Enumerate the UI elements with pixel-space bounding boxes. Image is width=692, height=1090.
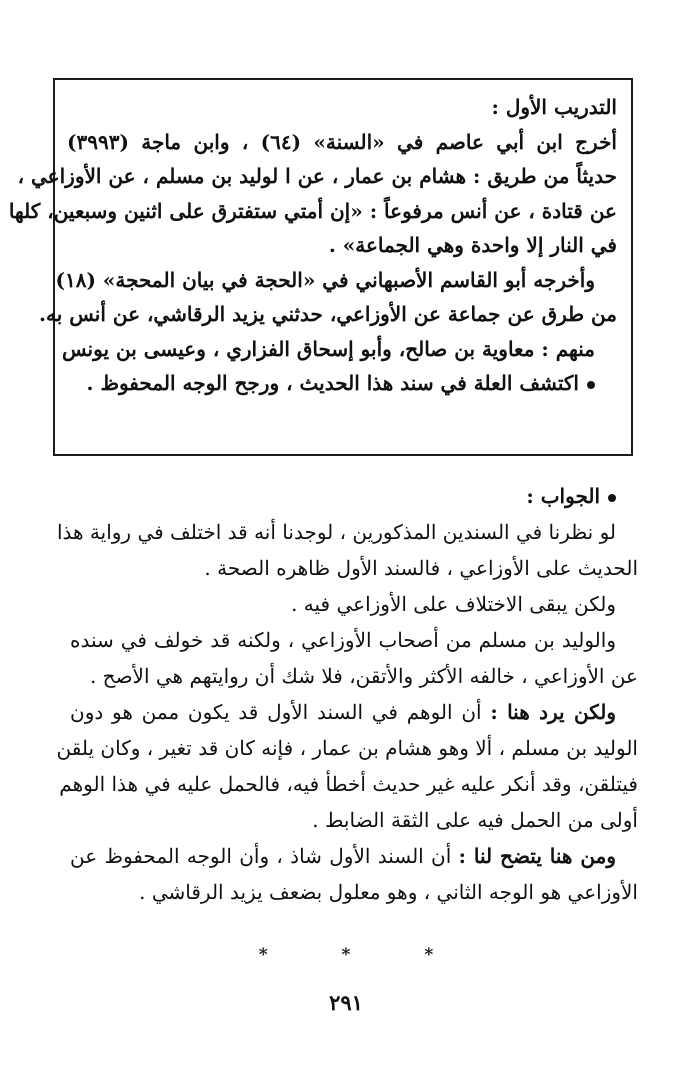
exercise-line: منهم : معاوية بن صالح، وأبو إسحاق الفزاري ، وعيسى بن يونس: [62, 336, 595, 361]
answer-para2-first: أن الوهم في السند الأول قد يكون ممن هو دون: [70, 700, 482, 724]
answer-line: فيتلقن، وقد أنكر عليه غير حديث أخطأ فيه، فالحمل عليه في هذا الوهم: [59, 772, 638, 796]
answer-line: الأوزاعي هو الوجه الثاني ، وهو معلول بضعف يزيد الرقاشي .: [139, 880, 638, 904]
exercise-line: حديثاً من طريق : هشام بن عمار ، عن ا لوليد بن مسلم ، عن الأوزاعي ،: [17, 164, 617, 188]
answer-heading: الجواب :: [526, 484, 600, 508]
answer-para2-first-line: [70, 694, 638, 730]
answer-para3-first-line: [70, 838, 638, 874]
answer-line: والوليد بن مسلم من أصحاب الأوزاعي ، ولكنه قد خولف في سنده: [70, 628, 616, 652]
page-number: ٢٩١: [329, 990, 363, 1015]
exercise-line: أخرج ابن أبي عاصم في «السنة» (٦٤) ، وابن ماجة (٣٩٩٣): [67, 129, 617, 154]
exercise-title: التدريب الأول :: [491, 95, 617, 119]
answer-line: عن الأوزاعي ، خالفه الأكثر والأتقن، فلا شك أن روايتهم هي الأصح .: [89, 664, 638, 688]
exercise-task-text: اكتشف العلة في سند هذا الحديث ، ورجح الوجه المحفوظ .: [86, 371, 579, 395]
separator-star: *: [341, 945, 351, 965]
answer-line: ولكن يبقى الاختلاف على الأوزاعي فيه .: [291, 592, 616, 616]
separator-star: *: [258, 945, 268, 965]
answer-line: أولى من الحمل فيه على الثقة الضابط .: [312, 808, 638, 832]
answer-para3-first: أن السند الأول شاذ ، وأن الوجه المحفوظ عن: [70, 844, 452, 868]
answer-para3-lead: ومن هنا يتضح لنا :: [458, 844, 616, 868]
answer-heading-line: [70, 478, 638, 514]
exercise-task-line: [67, 366, 617, 401]
answer-line: الحديث على الأوزاعي ، فالسند الأول ظاهره الصحة .: [204, 556, 638, 580]
exercise-box: [8, 78, 633, 456]
exercise-line: وأخرجه أبو القاسم الأصبهاني في «الحجة في بيان المحجة» (١٨): [55, 267, 595, 292]
exercise-line: من طرق عن جماعة عن الأوزاعي، حدثني يزيد الرقاشي، عن أنس به.: [39, 302, 617, 326]
section-separator: [0, 945, 692, 965]
bullet-icon: [608, 494, 616, 502]
exercise-line: عن قتادة ، عن أنس مرفوعاً : «إن أمتي ستفترق على اثنين وسبعين، كلها: [8, 198, 617, 223]
answer-line: الوليد بن مسلم ، ألا وهو هشام بن عمار ، فإنه كان قد تغير ، وكان يلقن: [56, 736, 638, 760]
answer-section: [56, 478, 638, 910]
exercise-line: في النار إلا واحدة وهي الجماعة» .: [328, 233, 617, 257]
separator-star: *: [424, 945, 434, 965]
answer-para2-lead: ولكن يرد هنا :: [490, 700, 617, 724]
bullet-icon: [587, 381, 595, 389]
answer-line: لو نظرنا في السندين المذكورين ، لوجدنا أنه قد اختلف في رواية هذا: [56, 520, 616, 544]
